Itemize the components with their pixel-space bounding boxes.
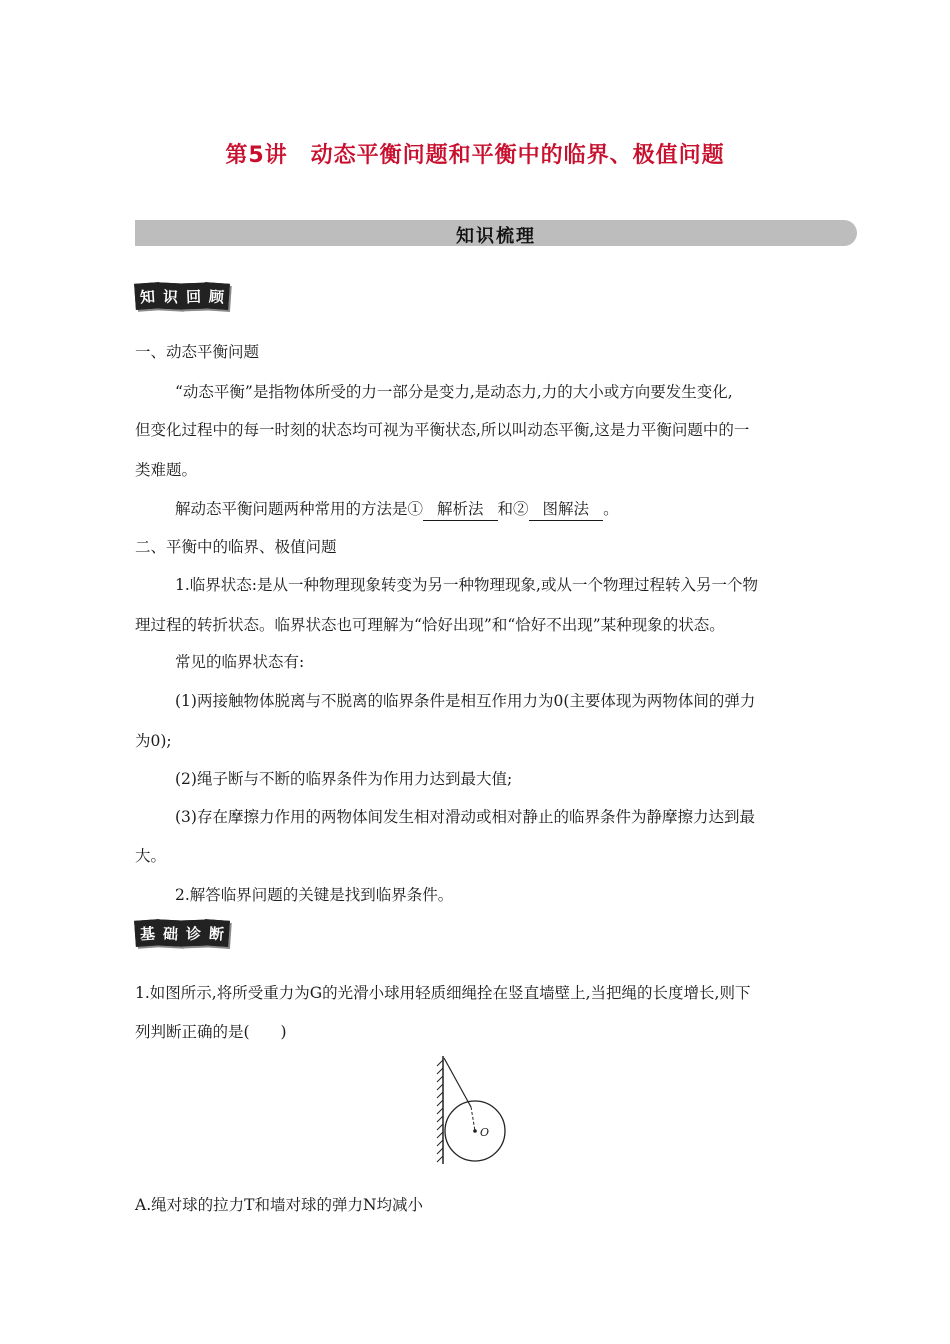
badge-knowledge-review: 知 识 回 顾 [135, 283, 227, 309]
paragraph-line: 类难题。 [135, 461, 198, 479]
condition-1-cont: 为0); [135, 732, 172, 750]
methods-line: 解动态平衡问题两种常用的方法是① 解析法 和② 图解法 。 [175, 498, 619, 521]
question-1: 1.如图所示,将所受重力为G的光滑小球用轻质细绳拴在竖直墙壁上,当把绳的长度增长,则下 [135, 984, 751, 1002]
condition-1: (1)两接触物体脱离与不脱离的临界条件是相互作用力为0(主要体现为两物体间的弹力 [175, 692, 756, 710]
ball-on-wall-figure [425, 1052, 525, 1168]
condition-3-cont: 大。 [135, 847, 167, 865]
section-bar-label: 知识梳理 [456, 226, 536, 247]
option-a: A.绳对球的拉力T和墙对球的弹力N均减小 [135, 1196, 424, 1214]
paragraph-line: 1.临界状态:是从一种物理现象转变为另一种物理现象,或从一个物理过程转入另一个物 [175, 576, 758, 594]
section1-heading: 一、动态平衡问题 [135, 343, 260, 361]
ball-center [473, 1129, 477, 1133]
paragraph-line: “动态平衡”是指物体所受的力一部分是变力,是动态力,力的大小或方向要发生变化, [175, 383, 733, 401]
center-label: O [480, 1126, 490, 1139]
page-title: 第5讲 动态平衡问题和平衡中的临界、极值问题 [225, 143, 725, 168]
condition-2: (2)绳子断与不断的临界条件为作用力达到最大值; [175, 770, 513, 788]
wall-hatching [437, 1060, 443, 1162]
answer-blank-2: 图解法 [529, 498, 604, 521]
section2-heading: 二、平衡中的临界、极值问题 [135, 538, 337, 556]
rope-extension [471, 1107, 475, 1131]
rope [444, 1058, 471, 1107]
condition-3: (3)存在摩擦力作用的两物体间发生相对滑动或相对静止的临界条件为静摩擦力达到最 [175, 808, 755, 826]
paragraph-line: 常见的临界状态有: [175, 653, 305, 671]
paragraph-line: 但变化过程中的每一时刻的状态均可视为平衡状态,所以叫动态平衡,这是力平衡问题中的一 [135, 421, 750, 439]
section-bar [135, 220, 857, 246]
paragraph-line: 理过程的转折状态。临界状态也可理解为“恰好出现”和“恰好不出现”某种现象的状态。 [135, 616, 725, 634]
badge-basic-diagnosis: 基 础 诊 断 [135, 920, 227, 946]
question-1-cont: 列判断正确的是( ) [135, 1023, 287, 1041]
paragraph-line: 2.解答临界问题的关键是找到临界条件。 [175, 886, 454, 904]
answer-blank-1: 解析法 [423, 498, 498, 521]
